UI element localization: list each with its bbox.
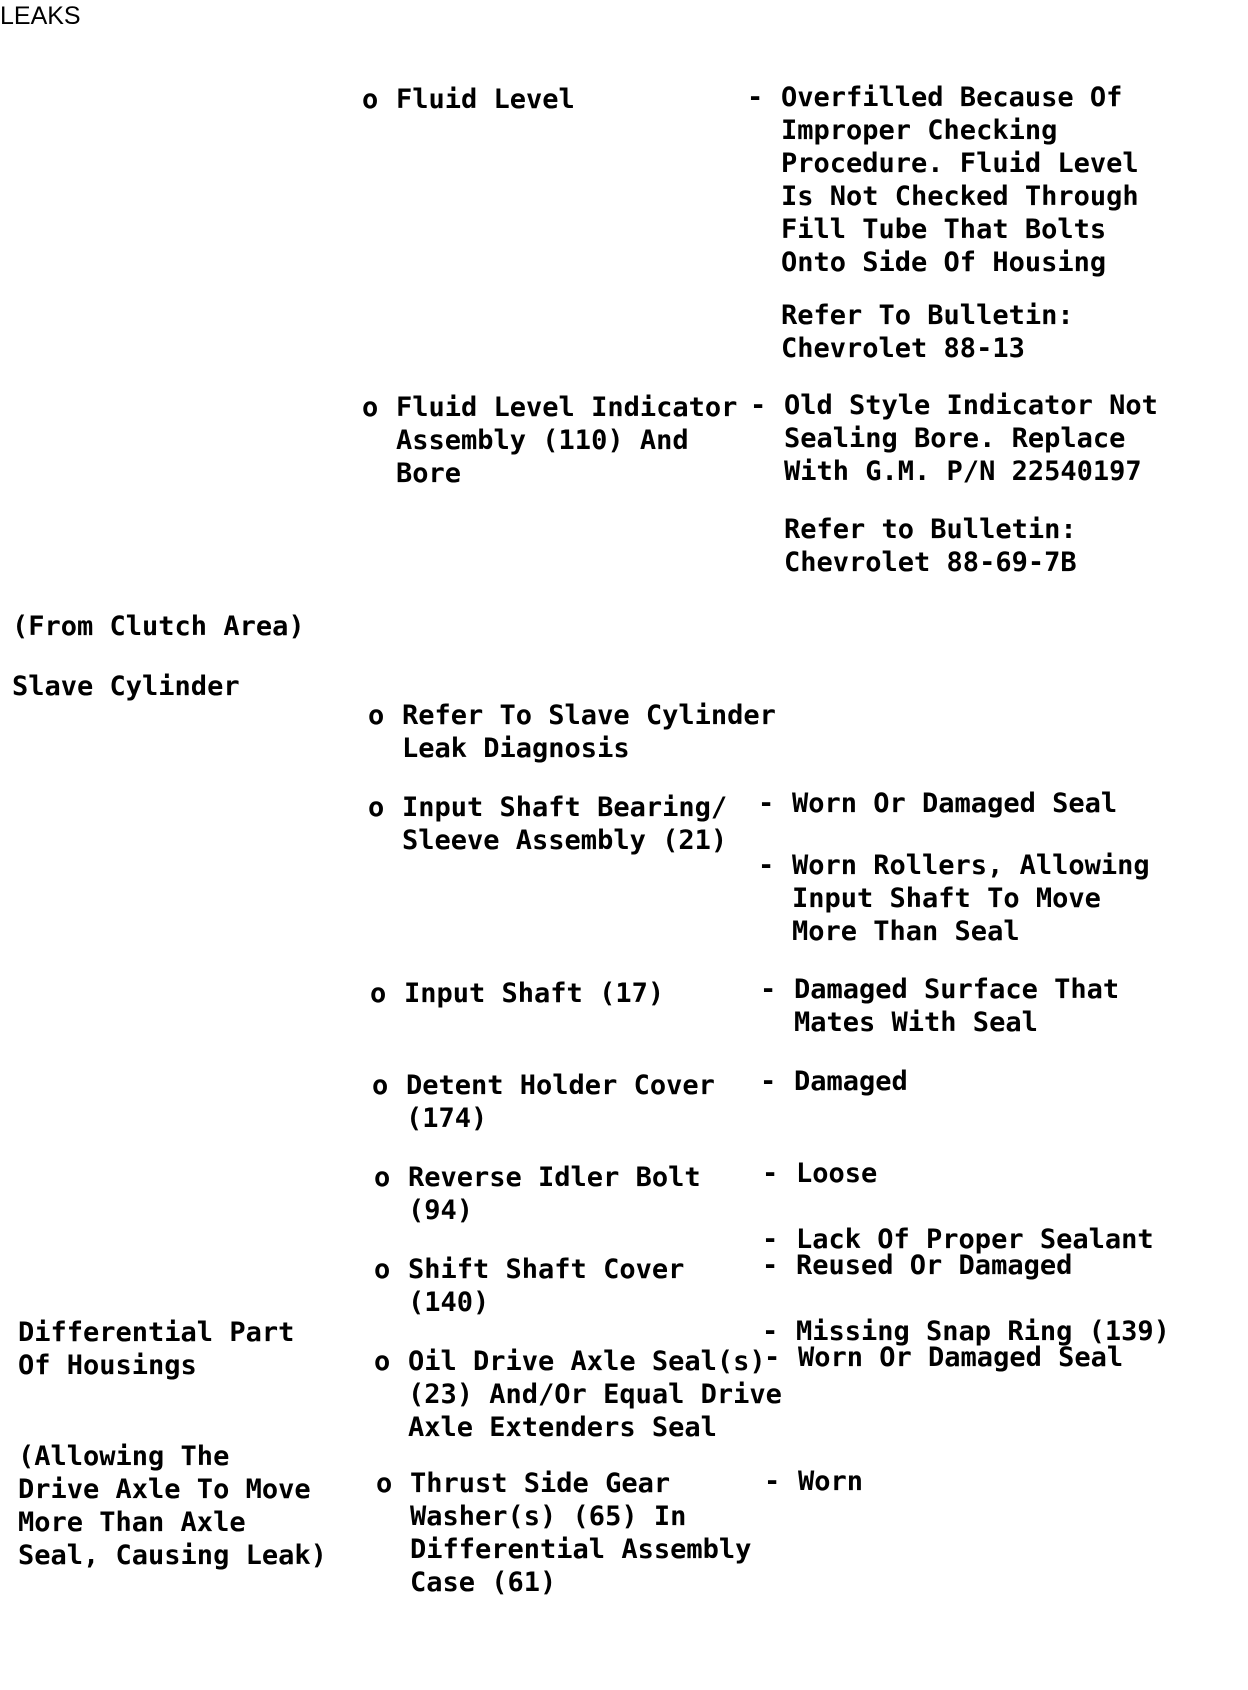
- category-axle-movement: (Allowing The Drive Axle To Move More Than Axle Seal, Causing Leak): [18, 1441, 327, 1571]
- cause-oil-drive-axle-seal: [764, 1308, 1123, 1407]
- cause-text: Lack Of Proper Sealant: [796, 1224, 1154, 1255]
- bulletin-reference: Refer To Bulletin: Chevrolet 88-13: [781, 300, 1074, 364]
- part-name: Thrust Side Gear Washer(s) (65) In Differential Assembly Case (61): [410, 1468, 752, 1598]
- cause-text: Missing Snap Ring (139): [796, 1316, 1170, 1347]
- part-name: Detent Holder Cover (174): [406, 1070, 715, 1134]
- part-name: Input Shaft (17): [404, 978, 665, 1009]
- bullet-marker: o: [374, 1346, 391, 1377]
- dash-marker: -: [764, 1466, 781, 1497]
- item-fluid-level-indicator: [362, 358, 787, 523]
- dash-marker: -: [747, 82, 764, 113]
- item-thrust-side-gear-washer: [376, 1434, 801, 1632]
- cause-text: Overfilled Because Of Improper Checking Procedure. Fluid Level Is Not Checked Through Fill Tube That Bolts Onto Side Of Housing: [781, 82, 1139, 278]
- dash-marker: -: [750, 390, 767, 421]
- bullet-marker: o: [362, 392, 379, 423]
- item-input-shaft-bearing: [368, 758, 793, 890]
- part-name: Reverse Idler Bolt (94): [408, 1162, 701, 1226]
- dash-marker: -: [760, 1066, 777, 1097]
- item-input-shaft: [370, 944, 795, 1043]
- bullet-marker: o: [374, 1162, 391, 1193]
- part-name: Oil Drive Axle Seal(s) (23) And/Or Equal Drive Axle Extenders Seal: [408, 1346, 782, 1443]
- cause-text: Worn Rollers, Allowing Input Shaft To Move More Than Seal: [792, 850, 1150, 947]
- bullet-marker: o: [374, 1254, 391, 1285]
- cause-text: Old Style Indicator Not Sealing Bore. Replace With G.M. P/N 22540197: [784, 390, 1158, 487]
- dash-marker: -: [762, 1250, 779, 1281]
- part-name: Refer To Slave Cylinder Leak Diagnosis: [402, 700, 776, 764]
- cause-thrust-side-gear-washer: [764, 1432, 863, 1531]
- bulletin-reference: Refer to Bulletin: Chevrolet 88-69-7B: [784, 514, 1077, 578]
- item-fluid-level: [362, 50, 787, 149]
- bullet-marker: o: [372, 1070, 389, 1101]
- part-name: Fluid Level Indicator Assembly (110) And Bore: [396, 392, 738, 489]
- bullet-marker: o: [376, 1468, 393, 1499]
- bullet-marker: o: [368, 700, 385, 731]
- dash-marker: -: [762, 1158, 779, 1189]
- bullet-marker: o: [368, 792, 385, 823]
- dash-marker: -: [764, 1342, 781, 1373]
- reference-fluid-level-indicator: [750, 480, 1077, 612]
- part-name: Input Shaft Bearing/ Sleeve Assembly (21): [402, 792, 728, 856]
- dash-marker: -: [758, 850, 775, 881]
- cause-text: Worn Or Damaged Seal: [798, 1342, 1124, 1373]
- bullet-marker: o: [362, 84, 379, 115]
- cause-text: Loose: [796, 1158, 878, 1189]
- cause-text: Worn: [798, 1466, 864, 1497]
- category-slave-cylinder: Slave Cylinder: [12, 671, 240, 702]
- cause-text: Damaged Surface That Mates With Seal: [794, 974, 1120, 1038]
- category-differential: Differential Part Of Housings: [18, 1317, 295, 1381]
- dash-marker: -: [762, 1224, 779, 1255]
- part-name: Fluid Level: [396, 84, 575, 115]
- page-title: LEAKS: [0, 2, 81, 30]
- dash-marker: -: [762, 1316, 779, 1347]
- cause-text: Damaged: [794, 1066, 908, 1097]
- cause-text: Worn Or Damaged Seal: [792, 788, 1118, 819]
- dash-marker: -: [758, 788, 775, 819]
- cause-text: Reused Or Damaged: [796, 1250, 1073, 1281]
- bullet-marker: o: [370, 978, 387, 1009]
- part-name: Shift Shaft Cover (140): [408, 1254, 685, 1318]
- cause-detent-holder-cover: [760, 1032, 908, 1131]
- area-note: (From Clutch Area): [12, 611, 305, 642]
- dash-marker: -: [760, 974, 777, 1005]
